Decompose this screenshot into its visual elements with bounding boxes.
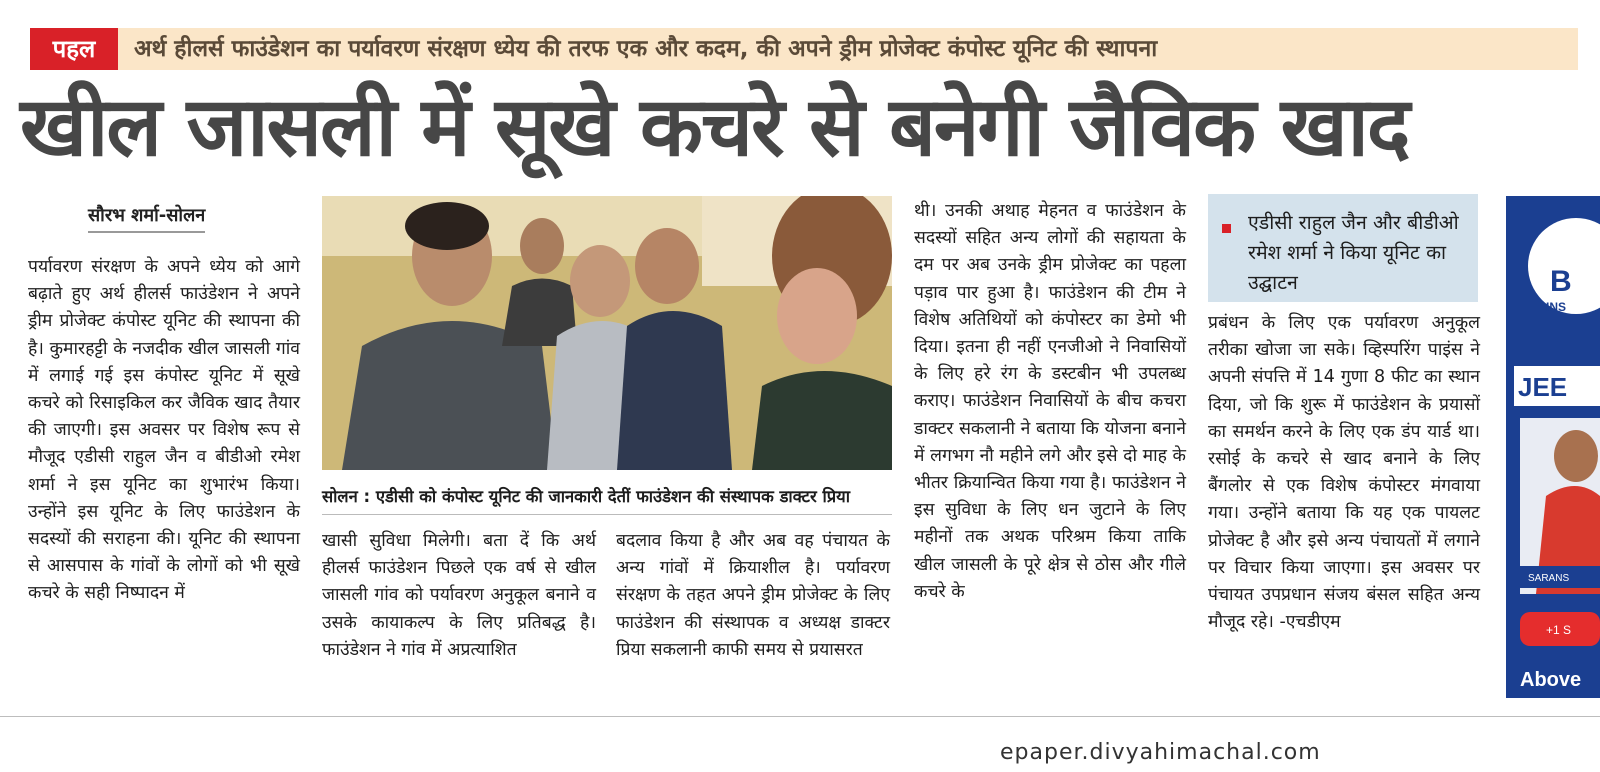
article-column-3 bbox=[616, 528, 890, 664]
kicker-text: अर्थ हीलर्स फाउंडेशन का पर्यावरण संरक्षण ध्येय की तरफ एक और कदम, की अपने ड्रीम प्रोजेक्ट कंपोस्ट यूनिट की स्थापना bbox=[134, 36, 1158, 62]
ad-artwork bbox=[1506, 196, 1600, 698]
article-column-1 bbox=[28, 254, 300, 608]
news-photo bbox=[322, 196, 892, 470]
ad-plus-text: +1 S bbox=[1546, 623, 1572, 637]
column-4-text: थी। उनकी अथाह मेहनत व फाउंडेशन के सदस्यों सहित अन्य लोगों की सहायता के दम पर अब उनके ड्रीम प्रोजेक्ट का पहला पड़ाव पार हुआ है। फाउंडेशन की टीम ने विशेष अतिथियों को कंपोस्टर का डेमो भी दिया। इतना ही नहीं एनजीओ ने निवासियों के लिए हरे रंग के डस्टबीन भी उपलब्ध कराए। फाउंडेशन निवासियों के बीच कचरा डाक्टर सकलानी ने बताया कि योजना बनाने में लगभग नौ महीने लगे और इसे दो माह के भीतर क्रियान्वित किया गया है। फाउंडेशन ने इस सुविधा के लिए धन जुटाने के लिए महीनों तक अथक परिश्रम किया ताकि खील जासली के पूरे क्षेत्र से ठोस और गीले कचरे के bbox=[914, 201, 1186, 602]
column-1-text: पर्यावरण संरक्षण के अपने ध्येय को आगे बढ़ाते हुए अर्थ हीलर्स फाउंडेशन ने अपने ड्रीम प्रोजेक्ट कंपोस्ट यूनिट की स्थापना की है। कुमारहट्टी के नजदीक खील जासली गांव में लगाई गई इस कंपोस्ट यूनिट में सूखे कचरे को रिसाइकिल कर जैविक खाद तैयार की जाएगी। इस अवसर पर विशेष रूप से मौजूद एडीसी राहुल जैन व बीडीओ रमेश शर्मा ने इस यूनिट का शुभारंभ किया। उन्होंने इस यूनिट के लिए फाउंडेशन के सदस्यों की सराहना की। यूनिट की स्थापना से आसपास के गांवों के लोगों को भी सूखे कचरे के सही निष्पादन में bbox=[28, 257, 300, 604]
column-3-text: बदलाव किया है और अब वह पंचायत के अन्य गांवों में क्रियाशील है। पर्यावरण संरक्षण के तहत अपने ड्रीम प्रोजेक्ट के लिए फाउंडेशन की संस्थापक व अध्यक्ष डाक्टर प्रिया सकलानी काफी समय से प्रयासरत bbox=[616, 531, 890, 660]
caption-divider bbox=[322, 514, 892, 515]
ad-jee-text: JEE bbox=[1518, 372, 1568, 402]
column-5-text: प्रबंधन के लिए एक पर्यावरण अनुकूल तरीका खोजा जा सके। व्हिस्परिंग पाइंस ने अपनी संपत्ति में 14 गुणा 8 फीट का स्थान दिया, जो कि शुरू में फाउंडेशन के प्रयासों का समर्थन करने के लिए एक डंप यार्ड था। रसोई के कचरे से खाद बनाने के लिए बैंगलोर से एक विशेष कंपोस्टर मंगवाया गया। उन्होंने बताया कि यह एक पायलट प्रोजेक्ट है और इसे अन्य पंचायतों में लगाने पर विचार किया जाएगा। इस अवसर पर पंचायत उपप्रधान संजय बंसल सहित अन्य मौजूद रहे। -एचडीएम bbox=[1208, 313, 1480, 633]
footer-site-url: epaper.divyahimachal.com bbox=[1000, 740, 1321, 765]
photo-caption: सोलन : एडीसी को कंपोस्ट यूनिट की जानकारी देतीं फाउंडेशन की संस्थापक डाक्टर प्रिया bbox=[322, 487, 850, 506]
photo-illustration bbox=[322, 196, 892, 470]
column-2-text: खासी सुविधा मिलेगी। बता दें कि अर्थ हीलर्स फाउंडेशन पिछले एक वर्ष से खील जासली गांव को पर्यावरण अनुकूल बनाने व उसके कायाकल्प के लिए प्रतिबद्ध है। फाउंडेशन ने गांव में अप्रत्याशित bbox=[322, 531, 596, 660]
ad-sarans-text: SARANS bbox=[1528, 573, 1570, 584]
article-column-2 bbox=[322, 528, 596, 664]
ad-ins-text: INS bbox=[1546, 300, 1567, 314]
byline: सौरभ शर्मा-सोलन bbox=[88, 203, 205, 233]
red-bullet-icon bbox=[1222, 224, 1231, 233]
footer-divider bbox=[0, 716, 1600, 717]
article-column-4 bbox=[914, 198, 1186, 606]
top-cut-text-strip bbox=[0, 0, 1600, 10]
ad-b-letter: B bbox=[1550, 265, 1572, 298]
ad-above-text: Above bbox=[1520, 669, 1582, 691]
highlight-text: एडीसी राहुल जैन और बीडीओ रमेश शर्मा ने किया यूनिट का उद्घाटन bbox=[1248, 211, 1459, 294]
kicker-tag: पहल bbox=[30, 28, 118, 70]
highlight-box bbox=[1208, 194, 1478, 302]
article-column-5 bbox=[1208, 310, 1480, 636]
side-advertisement bbox=[1506, 196, 1600, 698]
headline: खील जासली में सूखे कचरे से बनेगी जैविक खाद bbox=[20, 80, 1409, 175]
